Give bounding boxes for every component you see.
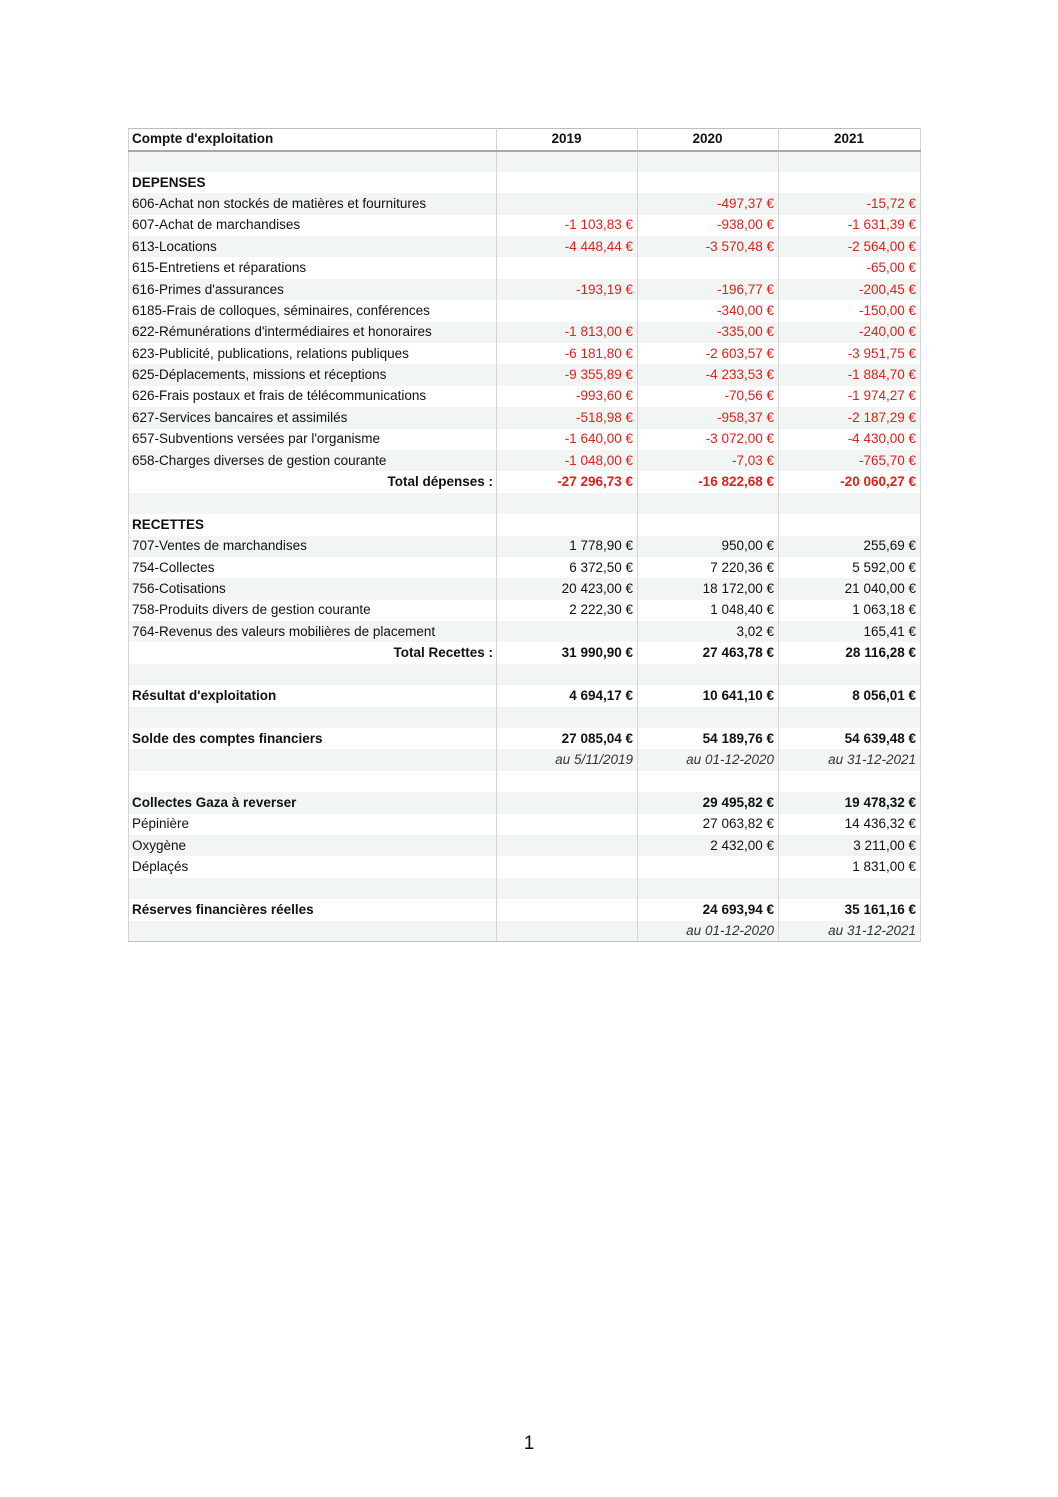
row-label: Oxygène [129,835,497,856]
row-label: 627-Services bancaires et assimilés [129,407,497,428]
header-year-2021: 2021 [779,129,921,151]
row-label: Réserves financières réelles [129,899,497,920]
row-label: 623-Publicité, publications, relations publiques [129,343,497,364]
value-cell-2020: -3 072,00 € [638,429,779,450]
value-cell-2020: -958,37 € [638,407,779,428]
table-row [129,386,921,407]
value-cell-2021: -4 430,00 € [779,429,921,450]
header-label: Compte d'exploitation [129,129,497,151]
table-row [129,835,921,856]
value-cell-2019 [497,792,638,813]
value-cell-2020 [638,493,779,514]
value-cell-2020 [638,771,779,792]
value-cell-2020: -2 603,57 € [638,343,779,364]
value-cell-2019: -1 813,00 € [497,322,638,343]
value-cell-2020 [638,856,779,877]
row-label: Total Recettes : [129,642,497,663]
row-label [129,707,497,728]
value-cell-2019: -27 296,73 € [497,471,638,492]
value-cell-2019 [497,878,638,899]
value-cell-2019: -6 181,80 € [497,343,638,364]
value-cell-2020: 24 693,94 € [638,899,779,920]
value-cell-2019: 6 372,50 € [497,557,638,578]
row-label: 758-Produits divers de gestion courante [129,600,497,621]
value-cell-2021: -15,72 € [779,193,921,214]
value-cell-2020 [638,664,779,685]
value-cell-2021: -65,00 € [779,257,921,278]
value-cell-2021: -1 884,70 € [779,364,921,385]
value-cell-2020: -335,00 € [638,322,779,343]
value-cell-2021: 255,69 € [779,536,921,557]
value-cell-2020: 3,02 € [638,621,779,642]
table-row [129,236,921,257]
value-cell-2019: 20 423,00 € [497,578,638,599]
value-cell-2021: -150,00 € [779,300,921,321]
value-cell-2021: 54 639,48 € [779,728,921,749]
value-cell-2021 [779,151,921,172]
value-cell-2021 [779,172,921,193]
table-body [129,129,921,942]
value-cell-2019 [497,621,638,642]
table-header-row [129,129,921,151]
value-cell-2020: -7,03 € [638,450,779,471]
value-cell-2019: -518,98 € [497,407,638,428]
value-cell-2020: -3 570,48 € [638,236,779,257]
value-cell-2020 [638,878,779,899]
value-cell-2021 [779,878,921,899]
row-label: Résultat d'exploitation [129,685,497,706]
row-label: Total dépenses : [129,471,497,492]
table-row [129,685,921,706]
value-cell-2021: -2 564,00 € [779,236,921,257]
row-label: 657-Subventions versées par l'organisme [129,429,497,450]
value-cell-2020 [638,257,779,278]
row-label [129,664,497,685]
value-cell-2019 [497,707,638,728]
value-cell-2020: 18 172,00 € [638,578,779,599]
value-cell-2020: 54 189,76 € [638,728,779,749]
value-cell-2019: 27 085,04 € [497,728,638,749]
value-cell-2019 [497,835,638,856]
value-cell-2021: -1 974,27 € [779,386,921,407]
row-label [129,771,497,792]
table-row [129,343,921,364]
blank-row [129,151,921,172]
table-row [129,557,921,578]
value-cell-2020: -196,77 € [638,279,779,300]
row-label: 756-Cotisations [129,578,497,599]
value-cell-2019: -1 640,00 € [497,429,638,450]
blank-row [129,707,921,728]
row-label: Déplaçés [129,856,497,877]
blank-row [129,493,921,514]
value-cell-2019: 2 222,30 € [497,600,638,621]
header-year-2020: 2020 [638,129,779,151]
value-cell-2021: -3 951,75 € [779,343,921,364]
value-cell-2019 [497,172,638,193]
value-cell-2019: -9 355,89 € [497,364,638,385]
row-label: 613-Locations [129,236,497,257]
value-cell-2019 [497,193,638,214]
value-cell-2021: -1 631,39 € [779,215,921,236]
total-row [129,471,921,492]
row-label: DEPENSES [129,172,497,193]
value-cell-2021 [779,707,921,728]
value-cell-2020: 27 063,82 € [638,814,779,835]
table-row [129,215,921,236]
value-cell-2019: 4 694,17 € [497,685,638,706]
value-cell-2019 [497,514,638,535]
row-label: 754-Collectes [129,557,497,578]
section-row [129,514,921,535]
row-label: 625-Déplacements, missions et réceptions [129,364,497,385]
value-cell-2020 [638,172,779,193]
value-cell-2021: 8 056,01 € [779,685,921,706]
row-label: 764-Revenus des valeurs mobilières de placement [129,621,497,642]
value-cell-2020: -16 822,68 € [638,471,779,492]
value-cell-2021: -240,00 € [779,322,921,343]
table-row [129,621,921,642]
table-row [129,814,921,835]
table-row [129,279,921,300]
blank-row [129,878,921,899]
value-cell-2021: 3 211,00 € [779,835,921,856]
row-label: 707-Ventes de marchandises [129,536,497,557]
value-cell-2021 [779,493,921,514]
value-cell-2019 [497,814,638,835]
table-row [129,792,921,813]
table-row [129,407,921,428]
section-row [129,172,921,193]
value-cell-2021: 35 161,16 € [779,899,921,920]
value-cell-2021: -200,45 € [779,279,921,300]
table-row [129,578,921,599]
value-cell-2020 [638,151,779,172]
value-cell-2021: 1 831,00 € [779,856,921,877]
value-cell-2019 [497,856,638,877]
row-label: 626-Frais postaux et frais de télécommunications [129,386,497,407]
value-cell-2021 [779,664,921,685]
row-label [129,151,497,172]
value-cell-2020: 1 048,40 € [638,600,779,621]
value-cell-2021: 5 592,00 € [779,557,921,578]
value-cell-2020: 2 432,00 € [638,835,779,856]
table-row [129,728,921,749]
row-label: Collectes Gaza à reverser [129,792,497,813]
blank-row [129,664,921,685]
value-cell-2020: 29 495,82 € [638,792,779,813]
row-label [129,749,497,770]
value-cell-2019: -993,60 € [497,386,638,407]
table-row [129,856,921,877]
value-cell-2020: -70,56 € [638,386,779,407]
value-cell-2021 [779,771,921,792]
row-label: Solde des comptes financiers [129,728,497,749]
value-cell-2020: 10 641,10 € [638,685,779,706]
row-label: 622-Rémunérations d'intermédiaires et honoraires [129,322,497,343]
row-label [129,493,497,514]
date-note-row [129,749,921,770]
value-cell-2020 [638,707,779,728]
value-cell-2021: 28 116,28 € [779,642,921,663]
table-row [129,536,921,557]
table-row [129,257,921,278]
value-cell-2020: -938,00 € [638,215,779,236]
value-cell-2019: 1 778,90 € [497,536,638,557]
value-cell-2021: 165,41 € [779,621,921,642]
row-label [129,921,497,942]
value-cell-2019 [497,921,638,942]
table-row [129,450,921,471]
row-label: 606-Achat non stockés de matières et fournitures [129,193,497,214]
value-cell-2019 [497,151,638,172]
value-cell-2020: 7 220,36 € [638,557,779,578]
value-cell-2019: au 5/11/2019 [497,749,638,770]
value-cell-2021: -765,70 € [779,450,921,471]
value-cell-2021: 14 436,32 € [779,814,921,835]
value-cell-2021: au 31-12-2021 [779,921,921,942]
table-row [129,300,921,321]
date-note-row [129,921,921,942]
value-cell-2020: 27 463,78 € [638,642,779,663]
table-row [129,193,921,214]
value-cell-2019: -1 048,00 € [497,450,638,471]
value-cell-2021: 21 040,00 € [779,578,921,599]
value-cell-2019 [497,664,638,685]
table-row [129,322,921,343]
value-cell-2020: -340,00 € [638,300,779,321]
value-cell-2021: 1 063,18 € [779,600,921,621]
header-year-2019: 2019 [497,129,638,151]
row-label [129,878,497,899]
row-label: 616-Primes d'assurances [129,279,497,300]
value-cell-2020 [638,514,779,535]
value-cell-2020: au 01-12-2020 [638,921,779,942]
row-label: 6185-Frais de colloques, séminaires, conférences [129,300,497,321]
table-row [129,364,921,385]
operating-account-table [128,128,921,942]
value-cell-2021: -20 060,27 € [779,471,921,492]
value-cell-2021: 19 478,32 € [779,792,921,813]
row-label: RECETTES [129,514,497,535]
value-cell-2019: -1 103,83 € [497,215,638,236]
row-label: 607-Achat de marchandises [129,215,497,236]
blank-row [129,771,921,792]
value-cell-2019 [497,257,638,278]
table-row [129,600,921,621]
value-cell-2020: au 01-12-2020 [638,749,779,770]
value-cell-2019: 31 990,90 € [497,642,638,663]
value-cell-2019 [497,493,638,514]
table-row [129,429,921,450]
page-number: 1 [523,1433,535,1454]
row-label: 615-Entretiens et réparations [129,257,497,278]
total-row [129,642,921,663]
value-cell-2021: au 31-12-2021 [779,749,921,770]
value-cell-2021: -2 187,29 € [779,407,921,428]
value-cell-2019: -4 448,44 € [497,236,638,257]
table-row [129,899,921,920]
value-cell-2019 [497,300,638,321]
value-cell-2021 [779,514,921,535]
value-cell-2020: -497,37 € [638,193,779,214]
value-cell-2020: -4 233,53 € [638,364,779,385]
value-cell-2019 [497,771,638,792]
row-label: 658-Charges diverses de gestion courante [129,450,497,471]
value-cell-2019 [497,899,638,920]
row-label: Pépinière [129,814,497,835]
value-cell-2019: -193,19 € [497,279,638,300]
value-cell-2020: 950,00 € [638,536,779,557]
